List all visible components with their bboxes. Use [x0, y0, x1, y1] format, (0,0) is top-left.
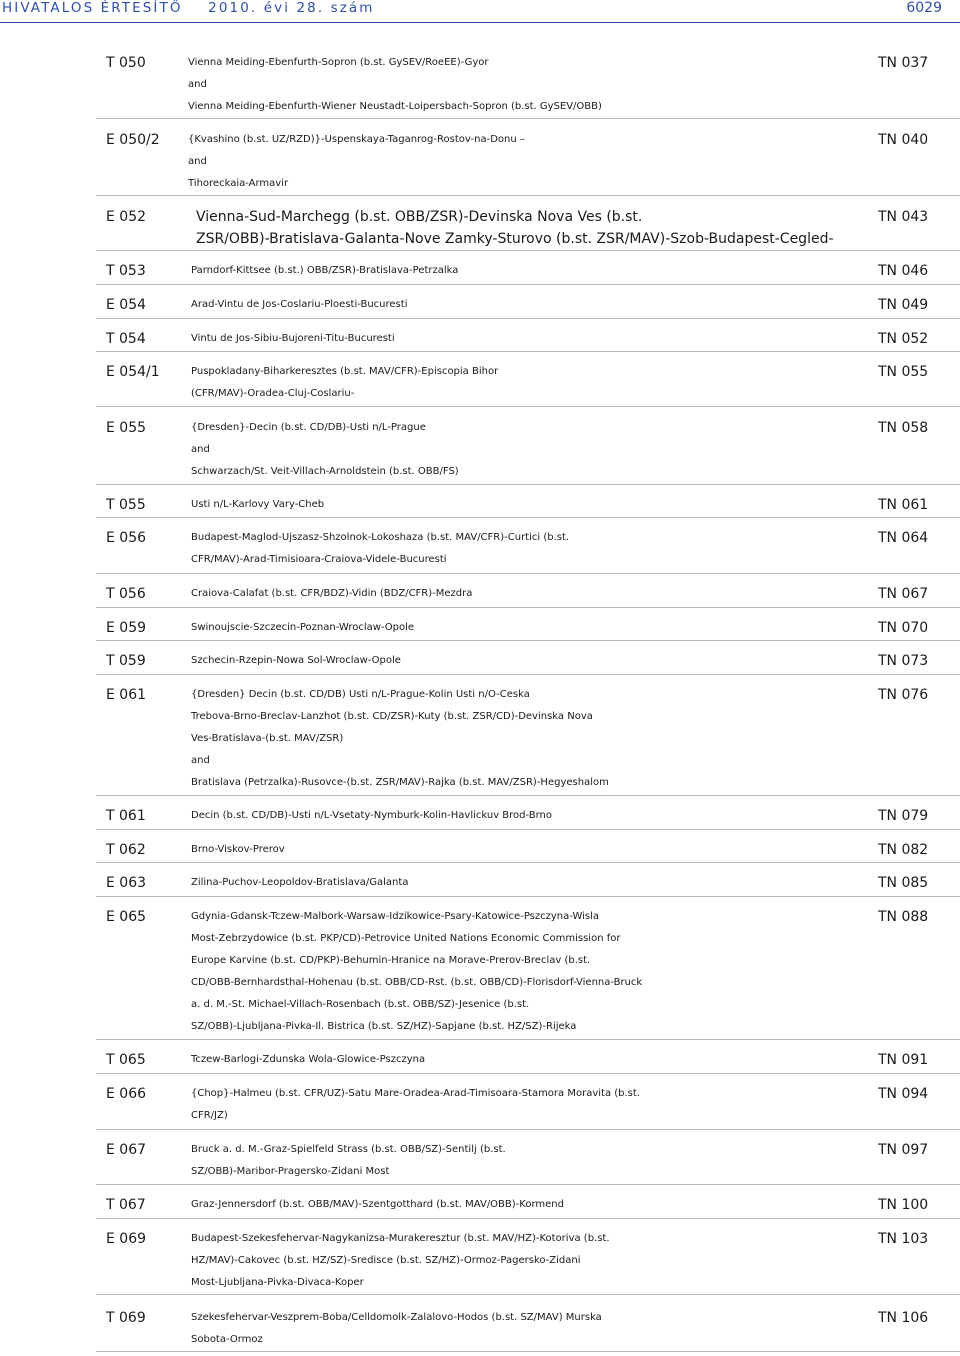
tn-code: TN 076: [878, 687, 929, 703]
tn-code: TN 067: [878, 586, 929, 602]
route-line: Puspokladany-Biharkeresztes (b.st. MAV/CFR)-Episcopia Bihor: [191, 366, 499, 377]
route-code: E 050/2: [106, 132, 160, 148]
route-line: {Dresden}-Decin (b.st. CD/DB)-Usti n/L-Prague: [191, 422, 426, 433]
route-line: Szchecin-Rzepin-Nowa Sol-Wroclaw-Opole: [191, 655, 401, 666]
tn-code: TN 061: [878, 497, 929, 513]
route-description: [188, 1295, 878, 1352]
issue-label: 2010. évi 28. szám: [208, 0, 375, 16]
tn-code: TN 103: [878, 1231, 929, 1247]
route-row: [96, 608, 960, 641]
route-description: [188, 42, 878, 119]
route-line: Tihoreckaia-Armavir: [188, 178, 289, 189]
route-line: CFR/MAV)-Arad-Timisioara-Craiova-Videle-Bucuresti: [191, 554, 447, 565]
route-line: {Chop}-Halmeu (b.st. CFR/UZ)-Satu Mare-Oradea-Arad-Timisoara-Stamora Moravita (b.st.: [191, 1088, 640, 1099]
route-line: (CFR/MAV)-Oradea-Cluj-Coslariu-: [191, 388, 355, 399]
route-description: [188, 407, 878, 485]
route-code: E 066: [106, 1086, 147, 1102]
tn-code: TN 064: [878, 530, 929, 546]
route-line: Schwarzach/St. Veit-Villach-Arnoldstein (b.st. OBB/FS): [191, 466, 459, 477]
tn-code: TN 079: [878, 808, 929, 824]
route-line: HZ/MAV)-Cakovec (b.st. HZ/SZ)-Sredisce (b.st. SZ/HZ)-Ormoz-Pagersko-Zidani: [191, 1255, 581, 1266]
route-line: Zilina-Puchov-Leopoldov-Bratislava/Galanta: [191, 877, 409, 888]
tn-code: TN 100: [878, 1197, 929, 1213]
route-description: [188, 796, 878, 830]
tn-code: TN 052: [878, 331, 929, 347]
route-line: Arad-Vintu de Jos-Coslariu-Ploesti-Bucuresti: [191, 299, 408, 310]
route-code: T 050: [106, 55, 146, 71]
route-table-body: [96, 42, 960, 1352]
route-description: [188, 608, 878, 641]
route-line: CFR/JZ): [191, 1110, 228, 1121]
route-line: Trebova-Brno-Breclav-Lanzhot (b.st. CD/ZSR)-Kuty (b.st. ZSR/CD)-Devinska Nova: [191, 711, 593, 722]
tn-code: TN 040: [878, 132, 929, 148]
route-line: Budapest-Maglod-Ujszasz-Shzolnok-Lokoshaza (b.st. MAV/CFR)-Curtici (b.st.: [191, 532, 570, 543]
page-header: [0, 0, 960, 22]
route-line: Decin (b.st. CD/DB)-Usti n/L-Vsetaty-Nymburk-Kolin-Havlickuv Brod-Brno: [191, 810, 553, 821]
route-row: [96, 42, 960, 119]
route-line: and: [188, 156, 207, 167]
route-description: [188, 518, 878, 574]
route-line: Brno-Viskov-Prerov: [191, 844, 285, 855]
route-line: Graz-Jennersdorf (b.st. OBB/MAV)-Szentgotthard (b.st. MAV/OBB)-Kormend: [191, 1199, 564, 1210]
route-code: T 062: [106, 842, 146, 858]
route-code: E 059: [106, 620, 147, 636]
route-description: [188, 863, 878, 897]
route-description: [188, 1074, 878, 1130]
tn-code: TN 106: [878, 1310, 929, 1326]
route-description: [188, 1185, 878, 1219]
route-line: CD/OBB-Bernhardsthal-Hohenau (b.st. OBB/CD-Rst. (b.st. OBB/CD)-Florisdorf-Vienna-Bruck: [191, 977, 643, 988]
route-row: [96, 863, 960, 897]
route-row: [96, 518, 960, 574]
route-description: [188, 196, 878, 251]
route-line: SZ/OBB)-Ljubljana-Pivka-Il. Bistrica (b.st. SZ/HZ)-Sapjane (b.st. HZ/SZ)-Rijeka: [191, 1021, 577, 1032]
route-row: [96, 1040, 960, 1074]
route-row: [96, 1219, 960, 1295]
route-code: T 056: [106, 586, 146, 602]
route-line: ZSR/OBB)-Bratislava-Galanta-Nove Zamky-Sturovo (b.st. ZSR/MAV)-Szob-Budapest-Cegled-: [196, 231, 834, 247]
header-rule: [0, 22, 960, 23]
tn-code: TN 085: [878, 875, 929, 891]
route-description: [188, 485, 878, 518]
route-line: a. d. M.-St. Michael-Villach-Rosenbach (b.st. OBB/SZ)-Jesenice (b.st.: [191, 999, 530, 1010]
route-row: [96, 407, 960, 485]
route-description: [188, 352, 878, 407]
route-code: T 054: [106, 331, 146, 347]
route-table: [96, 42, 960, 1352]
route-code: T 059: [106, 653, 146, 669]
route-line: Szekesfehervar-Veszprem-Boba/Celldomolk-Zalalovo-Hodos (b.st. SZ/MAV) Murska: [191, 1312, 602, 1323]
route-description: [188, 830, 878, 863]
route-code: E 067: [106, 1142, 147, 1158]
route-row: [96, 574, 960, 608]
route-line: Usti n/L-Karlovy Vary-Cheb: [191, 499, 325, 510]
route-line: Parndorf-Kittsee (b.st.) OBB/ZSR)-Bratislava-Petrzalka: [191, 265, 459, 276]
route-code: E 069: [106, 1231, 147, 1247]
route-line: Vienna-Sud-Marchegg (b.st. OBB/ZSR)-Devinska Nova Ves (b.st.: [196, 209, 643, 225]
route-row: [96, 796, 960, 830]
route-line: Vienna Meiding-Ebenfurth-Sopron (b.st. GySEV/RoeEE)-Gyor: [188, 57, 489, 68]
route-description: [188, 319, 878, 352]
route-row: [96, 251, 960, 285]
tn-code: TN 049: [878, 297, 929, 313]
route-line: Most-Ljubljana-Pivka-Divaca-Koper: [191, 1277, 364, 1288]
route-description: [188, 1130, 878, 1185]
route-row: [96, 1185, 960, 1219]
route-code: E 054/1: [106, 364, 160, 380]
tn-code: TN 082: [878, 842, 929, 858]
route-line: and: [188, 79, 207, 90]
route-line: {Dresden} Decin (b.st. CD/DB) Usti n/L-Prague-Kolin Usti n/O-Ceska: [191, 689, 530, 700]
route-code: E 054: [106, 297, 147, 313]
route-line: Bratislava (Petrzalka)-Rusovce-(b.st. ZSR/MAV)-Rajka (b.st. MAV/ZSR)-Hegyeshalom: [191, 777, 609, 788]
route-row: [96, 196, 960, 251]
tn-code: TN 088: [878, 909, 929, 925]
route-row: [96, 1130, 960, 1185]
route-description: [188, 285, 878, 319]
tn-code: TN 094: [878, 1086, 929, 1102]
route-code: E 063: [106, 875, 147, 891]
tn-code: TN 097: [878, 1142, 929, 1158]
route-line: and: [191, 444, 210, 455]
route-line: Vintu de Jos-Sibiu-Bujoreni-Titu-Bucuresti: [191, 333, 395, 344]
route-row: [96, 119, 960, 196]
route-line: and: [191, 755, 210, 766]
route-row: [96, 641, 960, 675]
route-code: T 055: [106, 497, 146, 513]
route-line: Most-Zebrzydowice (b.st. PKP/CD)-Petrovice United Nations Economic Commission for: [191, 933, 621, 944]
tn-code: TN 043: [878, 209, 929, 225]
route-description: [188, 1040, 878, 1074]
route-description: [188, 119, 878, 196]
route-row: [96, 1074, 960, 1130]
publication-name: HIVATALOS ÉRTESÍTŐ: [2, 0, 183, 16]
route-description: [188, 675, 878, 796]
route-code: T 053: [106, 263, 146, 279]
route-code: T 065: [106, 1052, 146, 1068]
route-row: [96, 485, 960, 518]
route-line: Vienna Meiding-Ebenfurth-Wiener Neustadt-Loipersbach-Sopron (b.st. GySEV/OBB): [188, 101, 602, 112]
route-line: Budapest-Szekesfehervar-Nagykanizsa-Murakeresztur (b.st. MAV/HZ)-Kotoriva (b.st.: [191, 1233, 610, 1244]
route-row: [96, 830, 960, 863]
route-code: E 061: [106, 687, 147, 703]
route-code: E 055: [106, 420, 147, 436]
route-row: [96, 897, 960, 1040]
route-row: [96, 675, 960, 796]
route-line: Craiova-Calafat (b.st. CFR/BDZ)-Vidin (BDZ/CFR)-Mezdra: [191, 588, 473, 599]
route-row: [96, 319, 960, 352]
route-line: SZ/OBB)-Maribor-Pragersko-Zidani Most: [191, 1166, 390, 1177]
route-line: {Kvashino (b.st. UZ/RZD)}-Uspenskaya-Taganrog-Rostov-na-Donu –: [188, 134, 525, 145]
tn-code: TN 070: [878, 620, 929, 636]
route-description: [188, 641, 878, 675]
route-row: [96, 285, 960, 319]
route-row: [96, 1295, 960, 1352]
route-code: E 052: [106, 209, 147, 225]
route-line: Europe Karvine (b.st. CD/PKP)-Behumin-Hranice na Morave-Prerov-Breclav (b.st.: [191, 955, 591, 966]
route-description: [188, 1219, 878, 1295]
route-line: Bruck a. d. M.-Graz-Spielfeld Strass (b.st. OBB/SZ)-Sentilj (b.st.: [191, 1144, 506, 1155]
route-line: Swinoujscie-Szczecin-Poznan-Wroclaw-Opole: [191, 622, 415, 633]
route-line: Gdynia-Gdansk-Tczew-Malbork-Warsaw-Idzikowice-Psary-Katowice-Pszczyna-Wisla: [191, 911, 600, 922]
route-code: E 065: [106, 909, 147, 925]
route-code: E 056: [106, 530, 147, 546]
route-description: [188, 897, 878, 1040]
tn-code: TN 058: [878, 420, 929, 436]
publication-title: [2, 0, 375, 16]
route-description: [188, 574, 878, 608]
route-row: [96, 352, 960, 407]
tn-code: TN 037: [878, 55, 929, 71]
tn-code: TN 091: [878, 1052, 929, 1068]
tn-code: TN 055: [878, 364, 929, 380]
page-number: 6029: [906, 0, 942, 16]
route-code: T 061: [106, 808, 146, 824]
route-line: Ves-Bratislava-(b.st. MAV/ZSR): [191, 733, 344, 744]
route-code: T 069: [106, 1310, 146, 1326]
route-line: Tczew-Barlogi-Zdunska Wola-Glowice-Pszczyna: [191, 1054, 426, 1065]
route-code: T 067: [106, 1197, 146, 1213]
tn-code: TN 046: [878, 263, 929, 279]
tn-code: TN 073: [878, 653, 929, 669]
route-line: Sobota-Ormoz: [191, 1334, 263, 1345]
route-description: [188, 251, 878, 285]
